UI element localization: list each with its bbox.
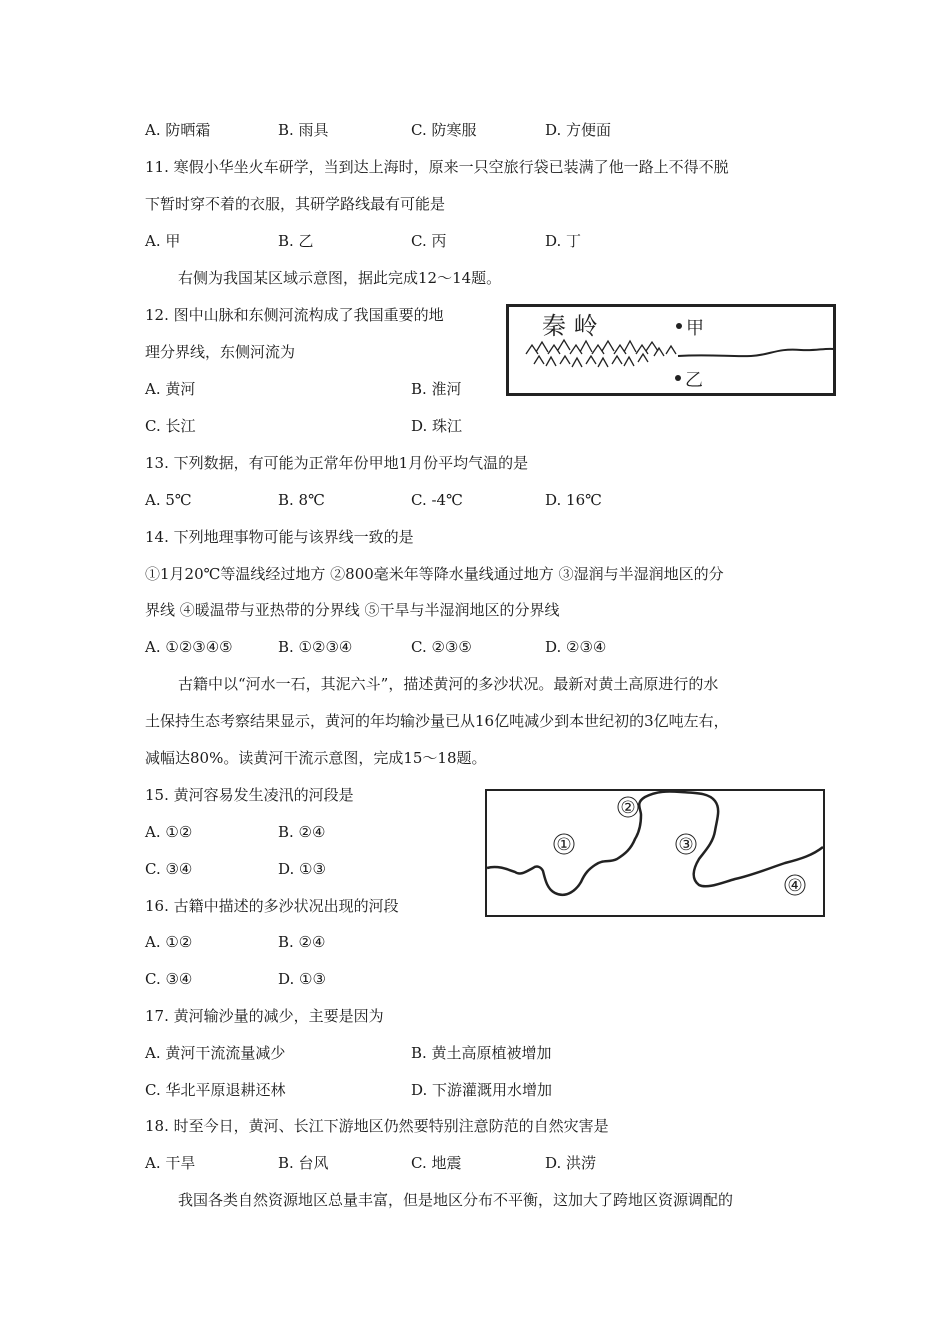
q12-stem-line2: 理分界线，东侧河流为 [145, 343, 296, 361]
q16-option-c: C. ③④ [145, 970, 193, 988]
q17-option-a: A. 黄河干流流量减少 [145, 1044, 286, 1062]
q18-option-c: C. 地震 [411, 1154, 462, 1172]
q14-items-line1: ①1月20℃等温线经过地方 ②800毫米年等降水量线通过地方 ③湿润与半湿润地区的分 [145, 565, 724, 583]
q15-option-b: B. ②④ [278, 823, 326, 841]
closing-passage-line: 我国各类自然资源地区总量丰富，但是地区分布不平衡，这加大了跨地区资源调配的 [178, 1191, 734, 1209]
q13-option-b: B. 8℃ [278, 491, 325, 509]
q16-option-a: A. ①② [145, 933, 193, 951]
map2-label-3: ③ [678, 835, 694, 855]
q13-option-c: C. -4℃ [411, 491, 463, 509]
map2-label-2: ② [620, 798, 636, 818]
q11-option-c: C. 丙 [411, 232, 447, 250]
q17-option-b: B. 黄土高原植被增加 [411, 1044, 552, 1062]
q11-option-a: A. 甲 [145, 232, 181, 250]
q11-stem-line1: 11. 寒假小华坐火车研学，当到达上海时，原来一只空旅行袋已装满了他一路上不得不脱 [145, 158, 729, 176]
q13-option-a: A. 5℃ [145, 491, 192, 509]
q17-option-c: C. 华北平原退耕还林 [145, 1081, 286, 1099]
q12-option-b: B. 淮河 [411, 380, 462, 398]
q10-option-a: A. 防晒霜 [145, 121, 211, 139]
q18-stem: 18. 时至今日，黄河、长江下游地区仍然要特别注意防范的自然灾害是 [145, 1117, 609, 1135]
q16-option-b: B. ②④ [278, 933, 326, 951]
q14-option-c: C. ②③⑤ [411, 638, 472, 656]
q12-option-c: C. 长江 [145, 417, 196, 435]
q15-option-c: C. ③④ [145, 860, 193, 878]
q11-option-d: D. 丁 [545, 232, 582, 250]
q17-stem: 17. 黄河输沙量的减少，主要是因为 [145, 1007, 384, 1025]
passage-line3: 减幅达80%。读黄河干流示意图，完成15～18题。 [145, 749, 487, 767]
q12-stem-line1: 12. 图中山脉和东侧河流构成了我国重要的地 [145, 306, 444, 324]
q13-stem: 13. 下列数据，有可能为正常年份甲地1月份平均气温的是 [145, 454, 529, 472]
q14-option-a: A. ①②③④⑤ [145, 638, 233, 656]
yellow-river-map [485, 789, 825, 917]
q16-stem: 16. 古籍中描述的多沙状况出现的河段 [145, 897, 399, 915]
q14-option-b: B. ①②③④ [278, 638, 353, 656]
q11-option-b: B. 乙 [278, 232, 314, 250]
q12-option-a: A. 黄河 [145, 380, 196, 398]
map2-label-1: ① [556, 835, 572, 855]
q15-option-d: D. ①③ [278, 860, 326, 878]
map1-point-yi: 乙 [685, 370, 703, 391]
q17-option-d: D. 下游灌溉用水增加 [411, 1081, 553, 1099]
q10-option-d: D. 方便面 [545, 121, 612, 139]
map2-label-4: ④ [787, 876, 803, 896]
map1-point-jia: 甲 [686, 318, 704, 339]
q18-option-d: D. 洪涝 [545, 1154, 597, 1172]
q15-option-a: A. ①② [145, 823, 193, 841]
q11-stem-line2: 下暂时穿不着的衣服，其研学路线最有可能是 [145, 195, 446, 213]
q15-stem: 15. 黄河容易发生凌汛的河段是 [145, 786, 354, 804]
passage-line1: 古籍中以“河水一石，其泥六斗”，描述黄河的多沙状况。最新对黄土高原进行的水 [178, 675, 719, 693]
passage-line2: 土保持生态考察结果显示，黄河的年均输沙量已从16亿吨减少到本世纪初的3亿吨左右， [145, 712, 729, 730]
q10-option-c: C. 防寒服 [411, 121, 477, 139]
map1-mountain-label: 秦 岭 [542, 312, 598, 340]
q12-option-d: D. 珠江 [411, 417, 463, 435]
q16-option-d: D. ①③ [278, 970, 326, 988]
q14-items-line2: 界线 ④暖温带与亚热带的分界线 ⑤干旱与半湿润地区的分界线 [145, 601, 560, 619]
q14-option-d: D. ②③④ [545, 638, 607, 656]
intro-12-14: 右侧为我国某区域示意图，据此完成12～14题。 [178, 269, 502, 287]
q10-option-b: B. 雨具 [278, 121, 329, 139]
q18-option-b: B. 台风 [278, 1154, 329, 1172]
q18-option-a: A. 干旱 [145, 1154, 196, 1172]
q14-stem: 14. 下列地理事物可能与该界线一致的是 [145, 528, 414, 546]
qinling-region-map [506, 304, 836, 396]
q13-option-d: D. 16℃ [545, 491, 602, 509]
